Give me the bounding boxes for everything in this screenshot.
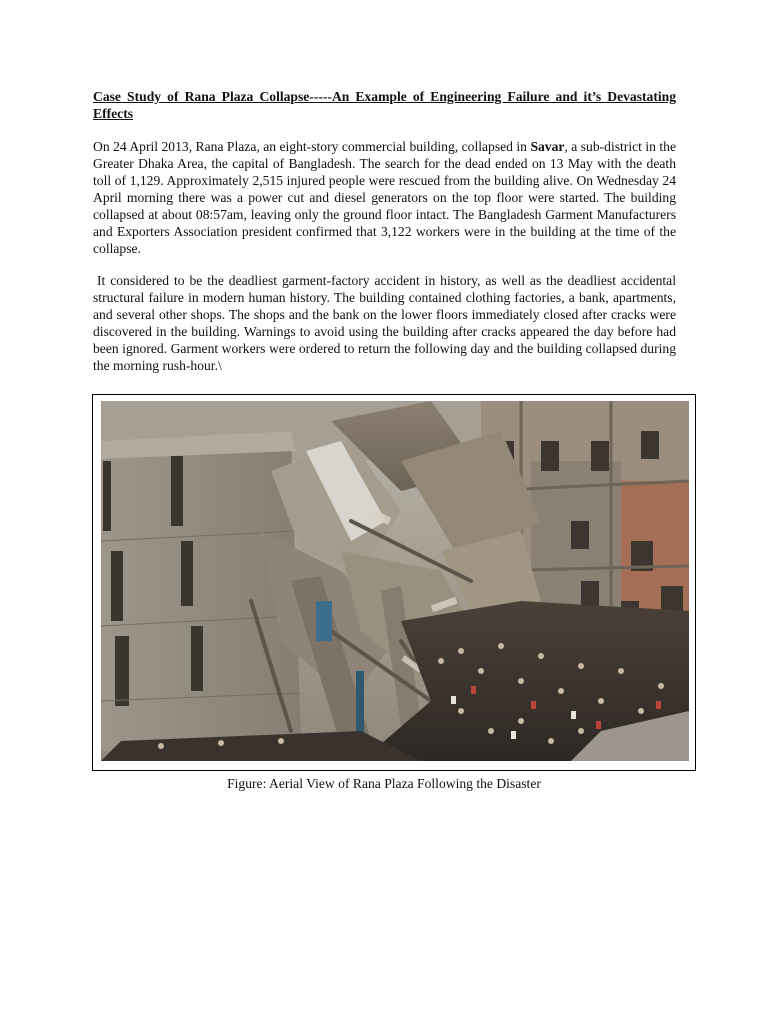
paragraph-1 (93, 138, 676, 257)
collapsed-building-photo (101, 401, 689, 761)
photo-illustration (101, 401, 689, 761)
paragraph-1-text-start: On 24 April 2013, Rana Plaza, an eight-story commercial building, collapsed in (93, 139, 531, 154)
paragraph-1-bold-place: Savar (530, 139, 565, 154)
figure-caption-text: Figure: Aerial View of Rana Plaza Following the Disaster (227, 776, 541, 791)
document-title: Case Study of Rana Plaza Collapse-----An Example of Engineering Failure and it’s Devastating Effects (93, 89, 676, 121)
left-building (101, 431, 301, 751)
figure-caption (0, 775, 768, 792)
paragraph-2: It considered to be the deadliest garment-factory accident in history, as well as the deadliest accidental structural failure in modern human history. The building contained clothing factories, a bank, apartments, and several other shops. The shops and the bank on the lower floors immediately closed after cracks were discovered in the building. Warnings to avoid using the building after cracks appeared the day before had been ignored. Garment workers were ordered to return the following day and the building collapsed during the morning rush-hour.\ (93, 273, 676, 373)
paragraph-1-text-end: , a sub-district in the Greater Dhaka Area, the capital of Bangladesh. The search for the dead ended on 13 May with the death toll of 1,129. Approximately 2,515 injured people were rescued from the building alive. On Wednesday 24 April morning there was a power cut and diesel generators on the top floor were started. The building collapsed at about 08:57am, leaving only the ground floor intact. The Bangladesh Garment Manufacturers and Exporters Association president confirmed that 3,122 workers were in the building at the time of the collapse. (93, 139, 677, 256)
figure-frame (92, 394, 696, 771)
